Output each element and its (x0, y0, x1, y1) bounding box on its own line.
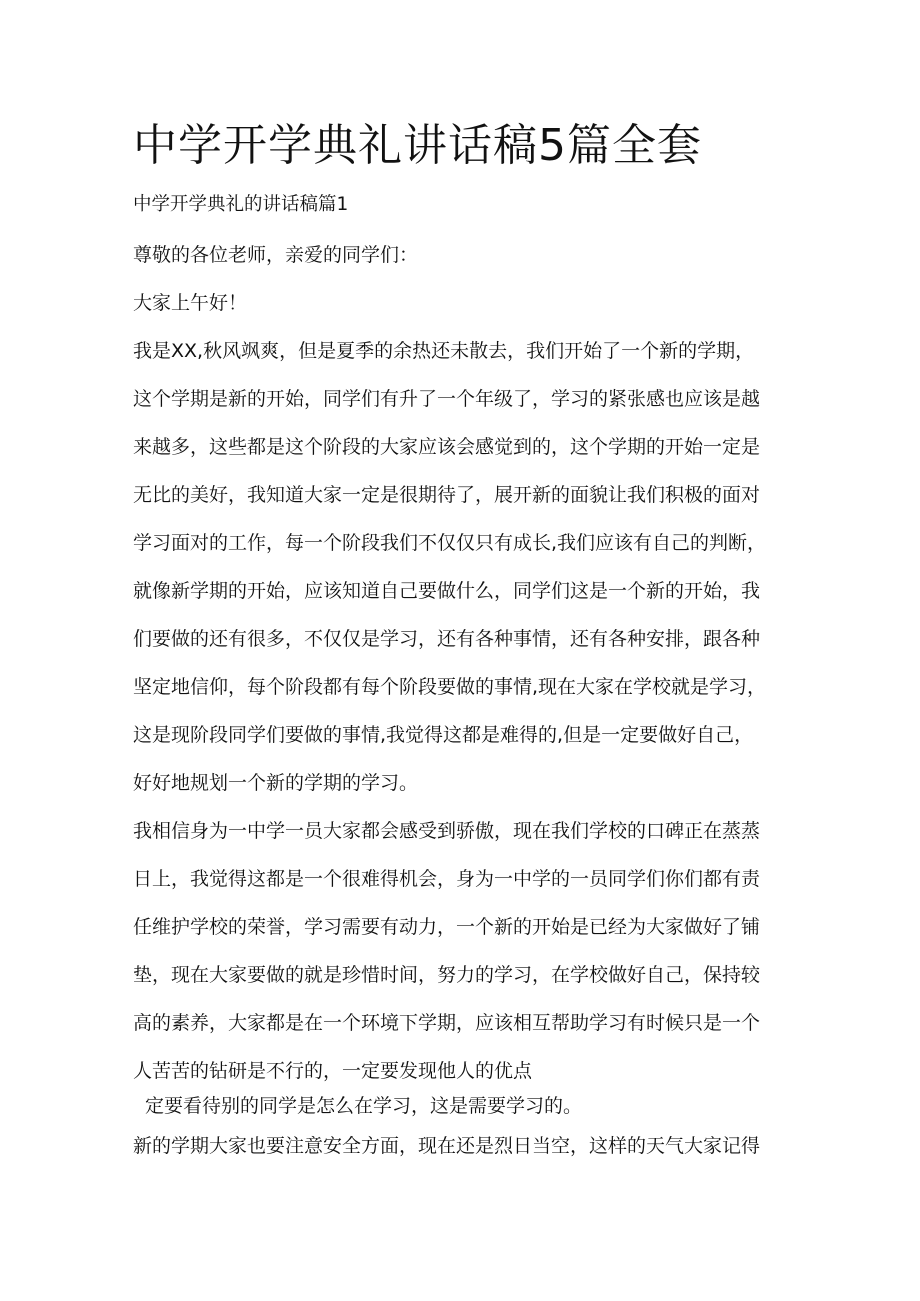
paragraph-2-line: 任维护学校的荣誉，学习需要有动力，一个新的开始是已经为大家做好了铺 (133, 916, 761, 938)
paragraph-2-line: 人苦苦的钻研是不行的，一定要发现他人的优点 (133, 1060, 533, 1082)
paragraph-1-line: 们要做的还有很多，不仅仅是学习，还有各种事情，还有各种安排，跟各种 (133, 628, 761, 650)
paragraph-1-line: 就像新学期的开始，应该知道自己要做什么，同学们这是一个新的开始，我 (133, 580, 761, 602)
paragraph-2-line: 日上，我觉得这都是一个很难得机会，身为一中学的一员同学们你们都有责 (133, 868, 761, 890)
section-heading: 中学开学典礼的讲话稿篇1 (133, 194, 349, 215)
paragraph-2-line: 垫，现在大家要做的就是珍惜时间，努力的学习，在学校做好自己，保持较 (133, 964, 761, 986)
paragraph-3-line: 新的学期大家也要注意安全方面，现在还是烈日当空，这样的天气大家记得 (133, 1135, 761, 1157)
paragraph-1-line: 学习面对的工作，每一个阶段我们不仅仅只有成长,我们应该有自己的判断， (133, 532, 767, 554)
paragraph-1-line: 我是XX,秋风飒爽，但是夏季的余热还未散去，我们开始了一个新的学期， (133, 340, 755, 362)
paragraph-1-line: 坚定地信仰，每个阶段都有每个阶段要做的事情,现在大家在学校就是学习， (133, 676, 767, 698)
paragraph-2-line: 我相信身为一中学一员大家都会感受到骄傲，现在我们学校的口碑正在蒸蒸 (133, 820, 761, 842)
greeting: 大家上午好！ (133, 292, 248, 314)
document-title: 中学开学典礼讲话稿5篇全套 (133, 120, 702, 171)
paragraph-1-line: 来越多，这些都是这个阶段的大家应该会感觉到的，这个学期的开始一定是 (133, 436, 761, 458)
paragraph-2-line: 高的素养，大家都是在一个环境下学期，应该相互帮助学习有时候只是一个 (133, 1012, 761, 1034)
paragraph-2-line: 定要看待别的同学是怎么在学习，这是需要学习的。 (145, 1095, 583, 1117)
salutation: 尊敬的各位老师，亲爱的同学们： (133, 244, 419, 266)
paragraph-1-line: 好好地规划一个新的学期的学习。 (133, 772, 419, 794)
paragraph-1-line: 无比的美好，我知道大家一定是很期待了，展开新的面貌让我们积极的面对 (133, 484, 761, 506)
paragraph-1-line: 这个学期是新的开始，同学们有升了一个年级了，学习的紧张感也应该是越 (133, 388, 761, 410)
paragraph-1-line: 这是现阶段同学们要做的事情,我觉得这都是难得的,但是一定要做好自己， (133, 724, 754, 746)
